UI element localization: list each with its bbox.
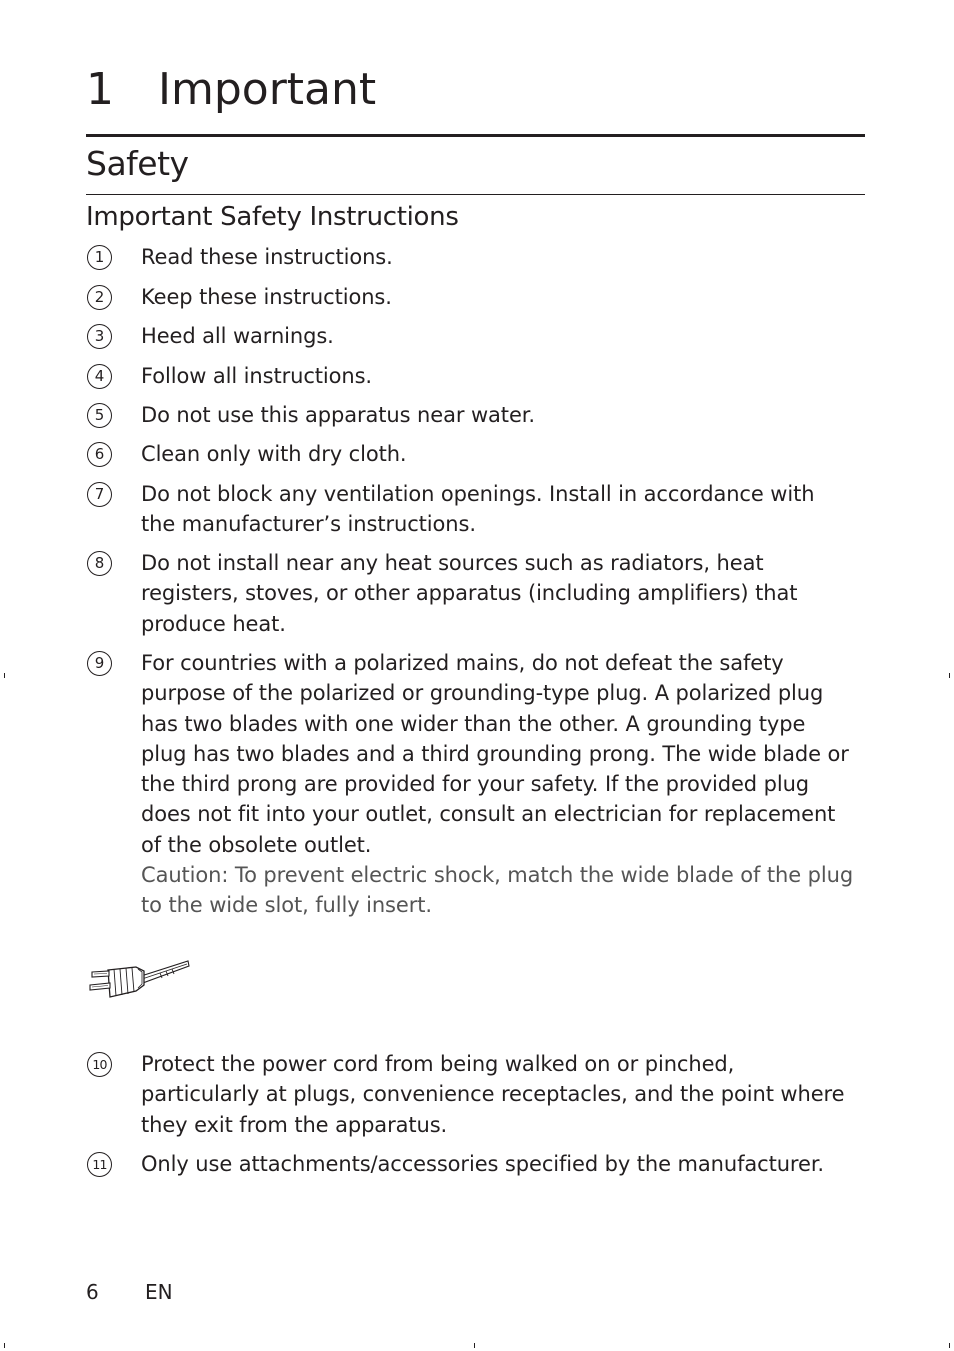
crop-mark: [474, 1343, 475, 1348]
list-item: [86, 439, 865, 469]
list-item: [86, 479, 865, 540]
item-text: Heed all warnings.: [141, 324, 334, 348]
item-text: Follow all instructions.: [141, 364, 373, 388]
section-title: Safety: [86, 144, 189, 183]
item-text: Read these instructions.: [141, 245, 393, 269]
chapter-number: 1: [86, 64, 114, 115]
item-number-badge: 1: [87, 245, 112, 270]
chapter-heading: [86, 62, 376, 118]
crop-mark: [4, 1343, 5, 1348]
item-number-badge: 10: [87, 1052, 112, 1077]
list-item: [86, 400, 865, 430]
crop-mark: [949, 673, 950, 678]
subsection-title: Important Safety Instructions: [86, 202, 459, 232]
item-text-line: purpose of the polarized or grounding-type plug. A polarized plug: [141, 681, 824, 706]
list-item: [86, 242, 865, 272]
language-code: EN: [145, 1280, 173, 1304]
item-text-line: plug has two blades and a third grounding prong. The wide blade or: [141, 741, 849, 766]
item-text: Clean only with dry cloth.: [141, 442, 407, 466]
item-number-badge: 11: [87, 1152, 112, 1177]
item-text-line: registers, stoves, or other apparatus (including amplifiers) that: [141, 581, 798, 606]
item-number-badge: 7: [87, 482, 112, 507]
item-number-badge: 8: [87, 551, 112, 576]
item-number-badge: 6: [87, 442, 112, 467]
item-text-line: does not fit into your outlet, consult an electrician for replacement: [141, 802, 836, 827]
list-item: [86, 648, 865, 921]
item-text-line: For countries with a polarized mains, do not defeat the safety: [141, 651, 784, 675]
list-item: [86, 548, 865, 639]
item-number-badge: 9: [87, 651, 112, 676]
item-text-line: Protect the power cord from being walked on or pinched,: [141, 1052, 735, 1076]
item-text-line: Do not block any ventilation openings. Install in accordance with: [141, 482, 815, 506]
list-item: [86, 361, 865, 391]
list-item: [86, 321, 865, 351]
chapter-title: Important: [158, 64, 377, 115]
crop-mark: [949, 1343, 950, 1348]
item-text-line: Do not install near any heat sources such as radiators, heat: [141, 551, 764, 575]
item-text-line: they exit from the apparatus.: [141, 1112, 448, 1137]
item-number-badge: 3: [87, 324, 112, 349]
item-text-line: produce heat.: [141, 611, 286, 636]
caution-text-line: to the wide slot, fully insert.: [141, 893, 432, 918]
item-text-line: has two blades with one wider than the other. A grounding type: [141, 711, 806, 736]
item-text-line: the third prong are provided for your safety. If the provided plug: [141, 772, 810, 797]
list-item: [86, 1149, 865, 1179]
page-number: 6: [86, 1280, 99, 1304]
caution-text-line: Caution: To prevent electric shock, match the wide blade of the plug: [141, 863, 854, 888]
item-text-line: particularly at plugs, convenience receptacles, and the point where: [141, 1082, 845, 1107]
item-text: Keep these instructions.: [141, 285, 392, 309]
chapter-rule: [86, 134, 865, 137]
item-number-badge: 4: [87, 364, 112, 389]
list-item: [86, 1049, 865, 1140]
section-rule: [86, 194, 865, 195]
item-number-badge: 2: [87, 285, 112, 310]
item-text-line: the manufacturer’s instructions.: [141, 512, 476, 537]
item-text-line: of the obsolete outlet.: [141, 832, 372, 857]
crop-mark: [4, 673, 5, 678]
item-text: Only use attachments/accessories specified by the manufacturer.: [141, 1152, 824, 1176]
list-item: [86, 282, 865, 312]
item-number-badge: 5: [87, 403, 112, 428]
item-text: Do not use this apparatus near water.: [141, 403, 535, 427]
plug-icon: [86, 955, 191, 1003]
